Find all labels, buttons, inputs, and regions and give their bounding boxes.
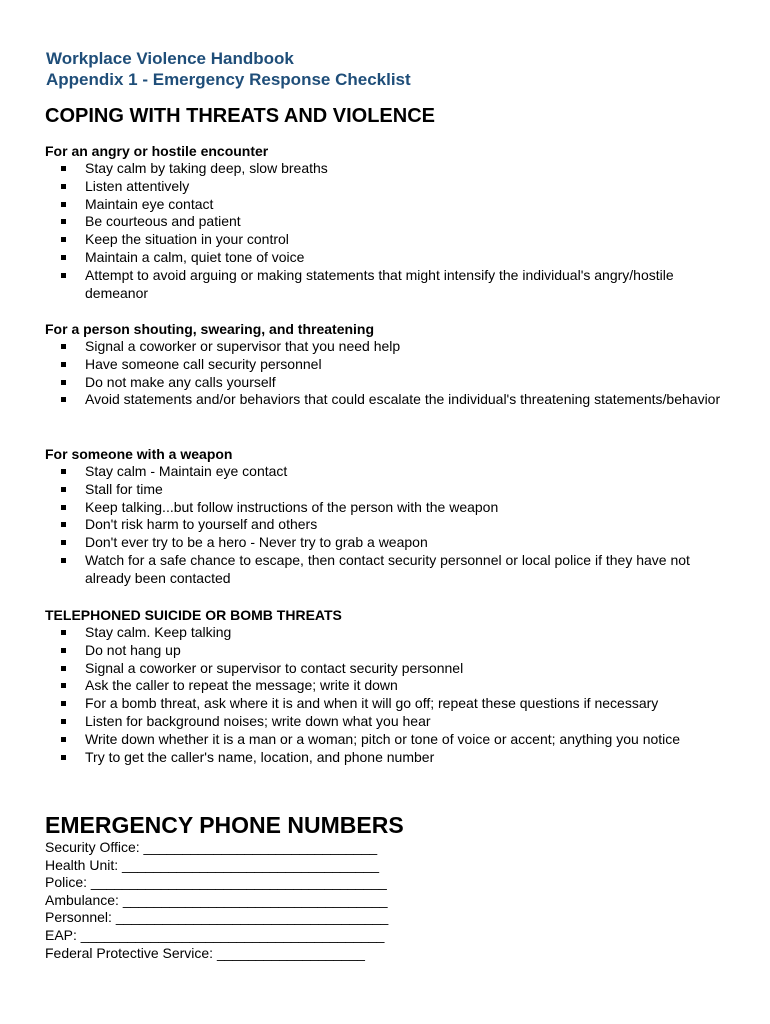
list-item-text: Don't risk harm to yourself and others [85,516,318,533]
list-item [45,267,735,303]
square-bullet-icon [61,558,66,563]
bullet-list [45,338,735,409]
list-item-text: Stay calm by taking deep, slow breaths [85,160,328,176]
square-bullet-icon [61,255,66,260]
list-item-text: Stall for time [85,480,163,497]
square-bullet-icon [61,522,66,527]
list-item [45,338,735,356]
list-item [45,749,735,767]
bullet-list [45,463,735,588]
list-item-text: Do not hang up [85,641,181,658]
phone-numbers-heading: EMERGENCY PHONE NUMBERS [45,812,404,838]
appendix-title: Appendix 1 - Emergency Response Checklist [46,70,411,89]
list-item-text: Signal a coworker or supervisor that you need help [85,338,401,354]
list-item [45,499,735,517]
square-bullet-icon [61,505,66,510]
square-bullet-icon [61,237,66,242]
main-heading: COPING WITH THREATS AND VIOLENCE [45,105,435,127]
section-title: For someone with a weapon [45,446,233,462]
list-item-text: Maintain a calm, quiet tone of voice [85,248,305,265]
square-bullet-icon [61,719,66,724]
phone-line-eap: EAP: _______________________________________ [45,926,385,943]
list-item-text: Ask the caller to repeat the message; write it down [85,677,398,694]
list-item-text: Stay calm - Maintain eye contact [85,463,288,479]
list-item-text: Avoid statements and/or behaviors that could escalate the individual's threatening statements/behavior [85,391,721,408]
section-title: TELEPHONED SUICIDE OR BOMB THREATS [45,607,342,623]
square-bullet-icon [61,683,66,688]
phone-line-health-unit: Health Unit: _________________________________ [45,856,379,873]
square-bullet-icon [61,362,66,367]
list-item-text: Have someone call security personnel [85,355,322,372]
list-item [45,677,735,695]
phone-line-personnel: Personnel: ___________________________________ [45,909,389,926]
handbook-title: Workplace Violence Handbook [46,49,294,68]
list-item [45,713,735,731]
list-item [45,249,735,267]
phone-line-ambulance: Ambulance: __________________________________ [45,891,388,908]
list-item-text: Maintain eye contact [85,195,214,212]
document-header [46,48,411,90]
square-bullet-icon [61,737,66,742]
list-item [45,481,735,499]
list-item-text: Stay calm. Keep talking [85,624,232,640]
list-item [45,534,735,552]
list-item [45,196,735,214]
square-bullet-icon [61,666,66,671]
square-bullet-icon [61,202,66,207]
section-shouting-person [45,320,735,409]
list-item-text: Attempt to avoid arguing or making statements that might intensify the individual's angry/hostile demeanor [85,266,674,301]
list-item-text: Be courteous and patient [85,213,241,230]
bullet-list [45,624,735,766]
list-item-text: Listen for background noises; write down what you hear [85,712,431,729]
list-item [45,642,735,660]
list-item [45,374,735,392]
list-item-text: Write down whether it is a man or a woman; pitch or tone of voice or accent; anything you notice [85,730,681,747]
square-bullet-icon [61,540,66,545]
phone-line-security-office: Security Office: ______________________________ [45,839,378,855]
list-item [45,178,735,196]
phone-line-federal-protective-service: Federal Protective Service: ___________________ [45,944,365,961]
list-item [45,660,735,678]
square-bullet-icon [61,166,66,171]
bullet-list [45,160,735,302]
phone-line-police: Police: ______________________________________ [45,874,387,891]
list-item [45,695,735,713]
list-item-text: For a bomb threat, ask where it is and when it will go off; repeat these questions if necessary [85,695,659,712]
list-item-text: Watch for a safe chance to escape, then contact security personnel or local police if they have not already been contacted [85,551,690,586]
square-bullet-icon [61,487,66,492]
list-item [45,231,735,249]
list-item-text: Listen attentively [85,177,190,194]
list-item-text: Try to get the caller's name, location, and phone number [85,748,435,765]
square-bullet-icon [61,755,66,760]
square-bullet-icon [61,469,66,474]
square-bullet-icon [61,273,66,278]
square-bullet-icon [61,701,66,706]
list-item [45,213,735,231]
list-item [45,463,735,481]
list-item-text: Signal a coworker or supervisor to contact security personnel [85,659,464,676]
list-item [45,160,735,178]
square-bullet-icon [61,219,66,224]
list-item [45,731,735,749]
list-item-text: Don't ever try to be a hero - Never try to grab a weapon [85,534,428,551]
section-weapon [45,445,735,588]
square-bullet-icon [61,630,66,635]
list-item [45,516,735,534]
square-bullet-icon [61,184,66,189]
section-angry-encounter [45,142,735,302]
square-bullet-icon [61,397,66,402]
square-bullet-icon [61,344,66,349]
list-item [45,552,735,588]
list-item-text: Keep talking...but follow instructions of the person with the weapon [85,498,499,515]
list-item [45,624,735,642]
list-item-text: Do not make any calls yourself [85,373,276,390]
square-bullet-icon [61,380,66,385]
section-telephoned-threats [45,606,735,766]
square-bullet-icon [61,648,66,653]
list-item-text: Keep the situation in your control [85,231,289,248]
section-title: For a person shouting, swearing, and threatening [45,321,375,337]
list-item [45,391,735,409]
phone-numbers-list [45,839,388,962]
list-item [45,356,735,374]
section-title: For an angry or hostile encounter [45,143,269,159]
